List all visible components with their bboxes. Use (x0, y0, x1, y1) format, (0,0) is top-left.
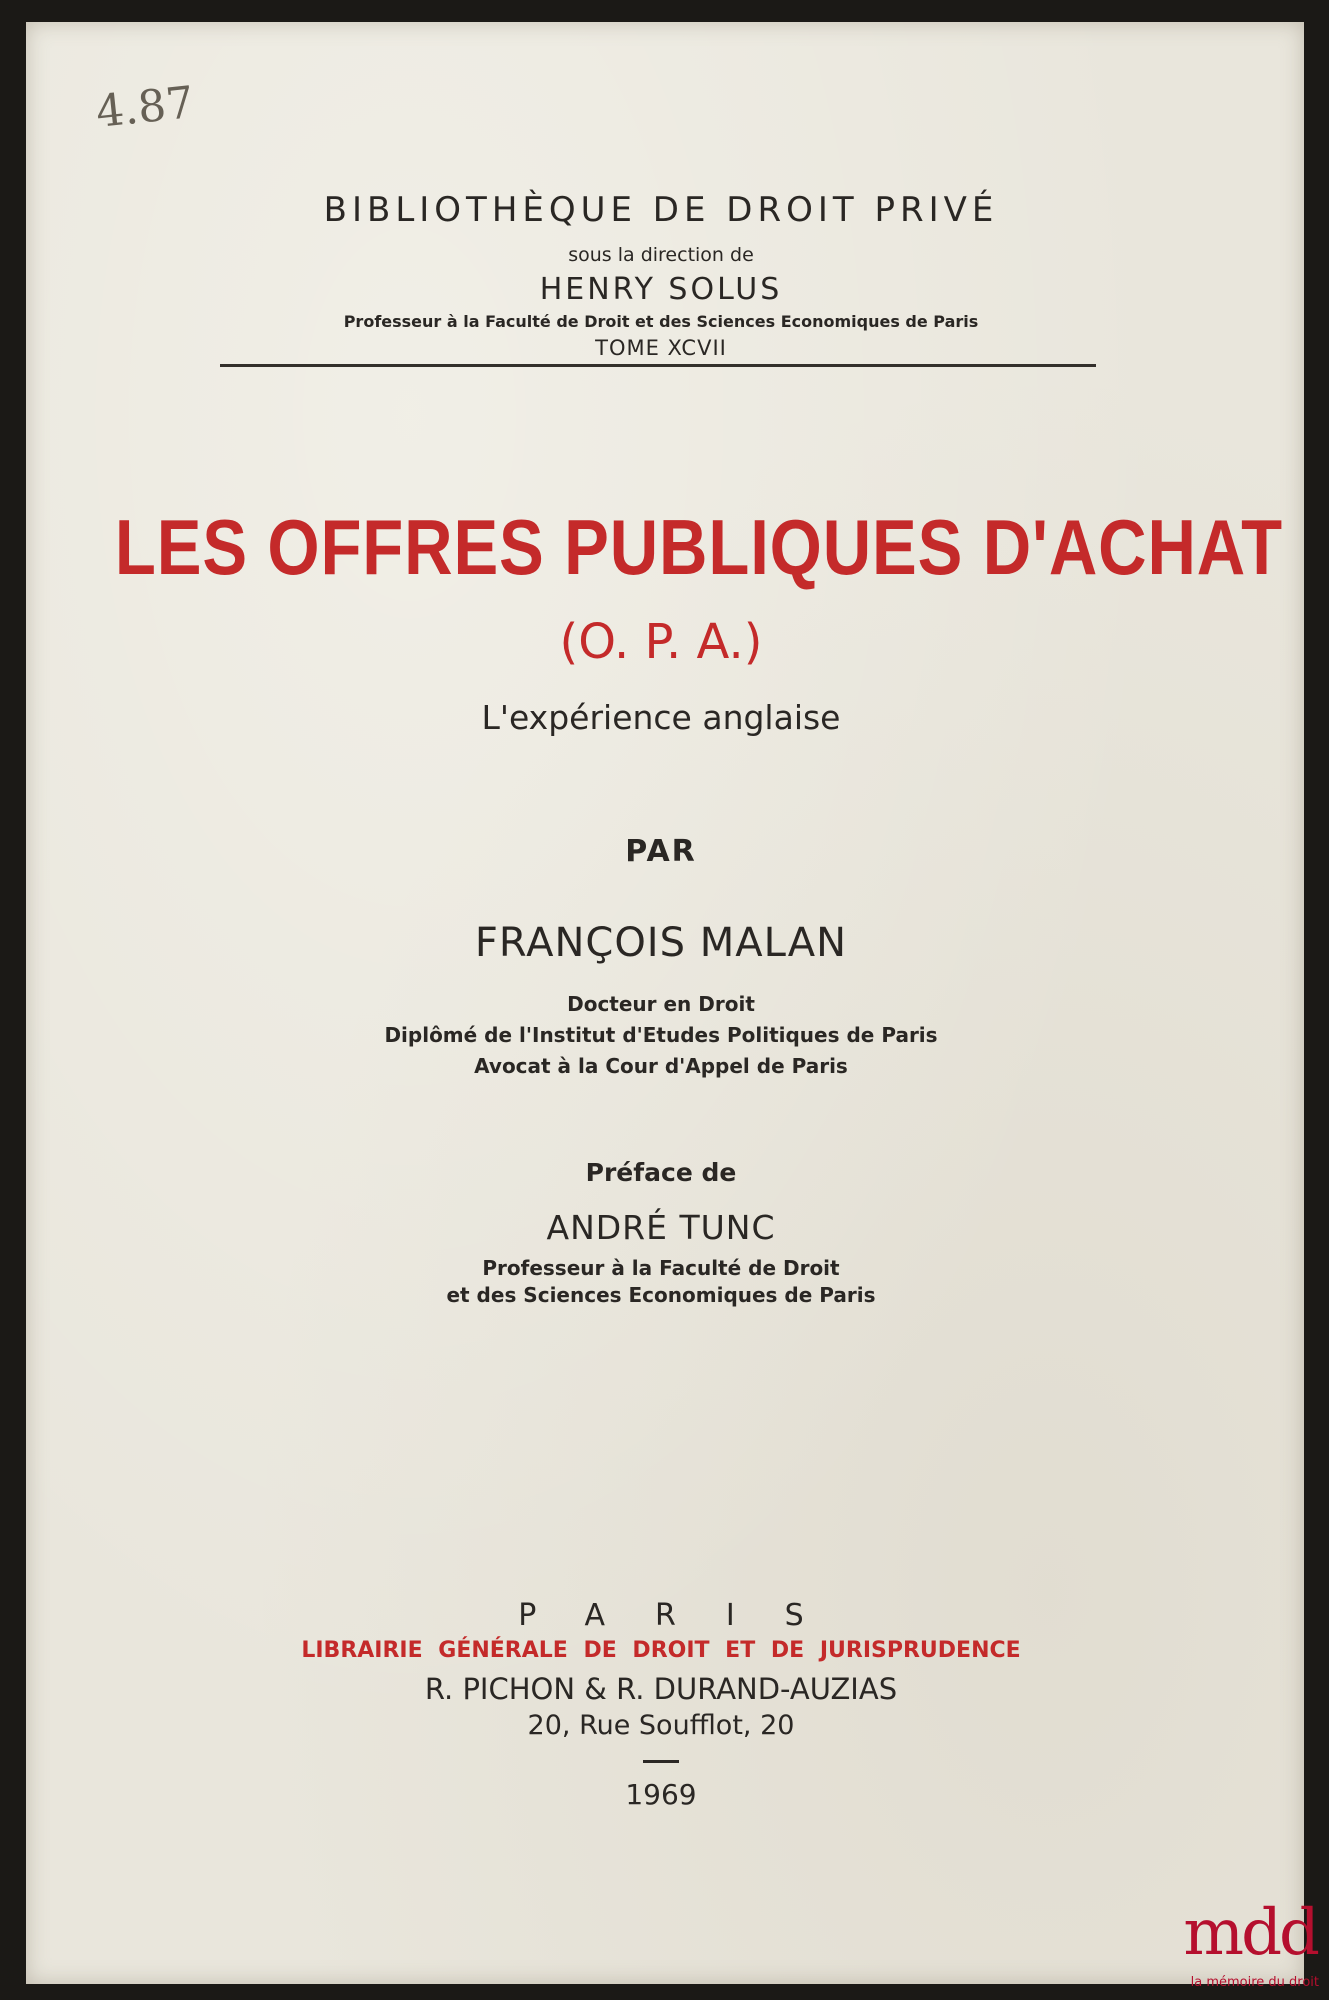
series-director: HENRY SOLUS (539, 272, 783, 307)
publication-year: 1969 (625, 1778, 697, 1811)
direction-line: sous la direction de (568, 244, 754, 266)
author-name: FRANÇOIS MALAN (474, 920, 848, 966)
book-title: LES OFFRES PUBLIQUES D'ACHAT (114, 503, 1283, 591)
author-credential: Diplômé de l'Institut d'Etudes Politiques de Paris (384, 1023, 938, 1047)
book-cover (26, 22, 1304, 1984)
header-divider (220, 364, 1096, 367)
publisher-address: 20, Rue Soufflot, 20 (527, 1710, 795, 1741)
by-label: PAR (625, 834, 697, 869)
preface-author-role: Professeur à la Faculté de Droit (482, 1256, 840, 1280)
series-director-role: Professeur à la Faculté de Droit et des Sciences Economiques de Paris (343, 312, 979, 331)
tome-number: TOME XCVII (595, 336, 727, 360)
mdd-logo-icon: mdd (1183, 1896, 1317, 1970)
publisher-names: R. PICHON & R. DURAND-AUZIAS (424, 1672, 898, 1706)
author-credential: Avocat à la Cour d'Appel de Paris (474, 1054, 848, 1078)
watermark-logo (1165, 1896, 1325, 1992)
series-title: BIBLIOTHÈQUE DE DROIT PRIVÉ (323, 190, 999, 230)
publisher-name: LIBRAIRIE GÉNÉRALE DE DROIT ET DE JURISPRUDENCE (301, 1638, 1021, 1663)
watermark-tagline: la mémoire du droit (1190, 1975, 1319, 1990)
preface-label: Préface de (585, 1158, 737, 1187)
handwritten-note: 4.87 (93, 77, 197, 138)
preface-author-role: et des Sciences Economiques de Paris (446, 1283, 876, 1307)
preface-author: ANDRÉ TUNC (546, 1208, 776, 1247)
imprint-city: PARIS (518, 1598, 854, 1633)
book-subtitle: L'expérience anglaise (481, 698, 841, 737)
year-dash (643, 1760, 679, 1763)
book-abbreviation: (O. P. A.) (559, 614, 763, 670)
author-credential: Docteur en Droit (567, 992, 755, 1016)
